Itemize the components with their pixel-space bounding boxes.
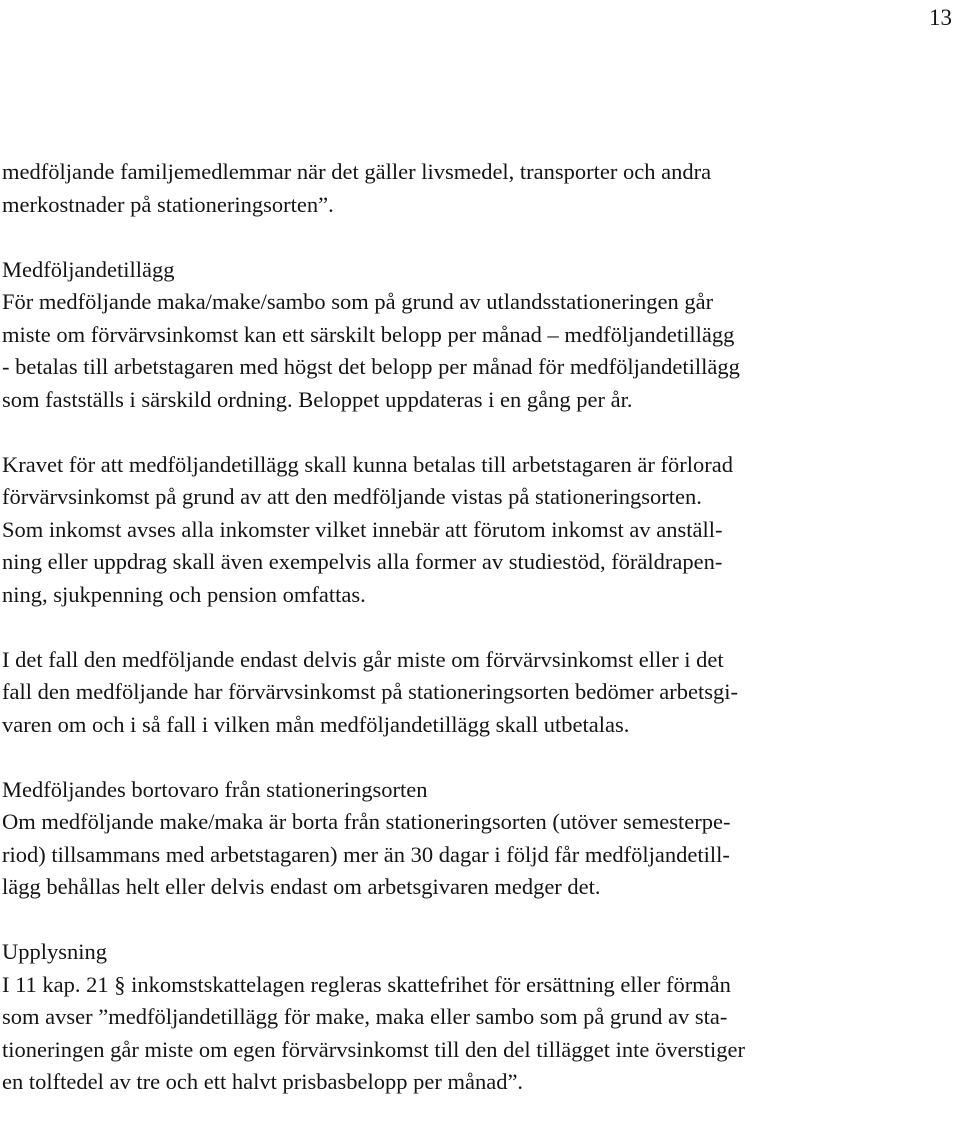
section-heading: Medföljandes bortovaro från stationeringsorten bbox=[2, 776, 428, 802]
text-line: fall den medföljande har förvärvsinkomst på stationeringsorten bedömer arbetsgi- bbox=[2, 679, 739, 704]
text-line: ning, sjukpenning och pension omfattas. bbox=[2, 581, 366, 607]
text-line: som fastställs i särskild ordning. Beloppet uppdateras i en gång per år. bbox=[2, 386, 633, 412]
text-line: som avser ”medföljandetillägg för make, maka eller sambo som på grund av sta- bbox=[2, 1004, 728, 1029]
text-line: medföljande familjemedlemmar när det gäller livsmedel, transporter och andra bbox=[2, 159, 712, 184]
text-line: I det fall den medföljande endast delvis går miste om förvärvsinkomst eller i det bbox=[2, 646, 724, 672]
section-medfoljandetillagg bbox=[2, 254, 958, 417]
page-number: 13 bbox=[929, 5, 952, 30]
text-line: lägg behållas helt eller delvis endast om arbetsgivaren medger det. bbox=[2, 874, 601, 899]
text-line: ning eller uppdrag skall även exempelvis alla former av studiestöd, föräldrapen- bbox=[2, 549, 723, 574]
document-body bbox=[2, 156, 958, 1099]
paragraph-intro-continuation bbox=[2, 156, 958, 221]
text-line: en tolftedel av tre och ett halvt prisbasbelopp per månad”. bbox=[2, 1069, 524, 1094]
paragraph-gap bbox=[2, 221, 958, 254]
paragraph-gap bbox=[2, 416, 958, 449]
section-heading: Upplysning bbox=[2, 939, 108, 964]
text-line: riod) tillsammans med arbetstagaren) mer än 30 dagar i följd får medföljandetill- bbox=[2, 841, 730, 867]
text-line: Om medföljande make/maka är borta från stationeringsorten (utöver semesterpe- bbox=[2, 809, 731, 834]
paragraph-gap bbox=[2, 611, 958, 644]
text-line: För medföljande maka/make/sambo som på grund av utlandsstationeringen går bbox=[2, 289, 714, 314]
text-line: - betalas till arbetstagaren med högst det belopp per månad för medföljandetillägg bbox=[2, 354, 740, 379]
text-line: miste om förvärvsinkomst kan ett särskilt belopp per månad – medföljandetillägg bbox=[2, 321, 735, 347]
paragraph-kravet bbox=[2, 449, 958, 612]
paragraph-gap bbox=[2, 741, 958, 774]
paragraph-gap bbox=[2, 904, 958, 937]
text-line: varen om och i så fall i vilken mån medföljandetillägg skall utbetalas. bbox=[2, 711, 630, 737]
text-line: I 11 kap. 21 § inkomstskattelagen regleras skattefrihet för ersättning eller förmån bbox=[2, 971, 731, 997]
text-line: förvärvsinkomst på grund av att den medföljande vistas på stationeringsorten. bbox=[2, 484, 702, 509]
text-line: Som inkomst avses alla inkomster vilket innebär att förutom inkomst av anställ- bbox=[2, 516, 723, 542]
section-bortovaro bbox=[2, 774, 958, 904]
text-line: Kravet för att medföljandetillägg skall kunna betalas till arbetstagaren är förlorad bbox=[2, 451, 733, 477]
paragraph-delvis bbox=[2, 644, 958, 742]
section-heading: Medföljandetillägg bbox=[2, 256, 175, 282]
text-line: tioneringen går miste om egen förvärvsinkomst till den del tillägget inte överstiger bbox=[2, 1036, 745, 1062]
section-upplysning bbox=[2, 936, 958, 1099]
text-line: merkostnader på stationeringsorten”. bbox=[2, 191, 334, 217]
